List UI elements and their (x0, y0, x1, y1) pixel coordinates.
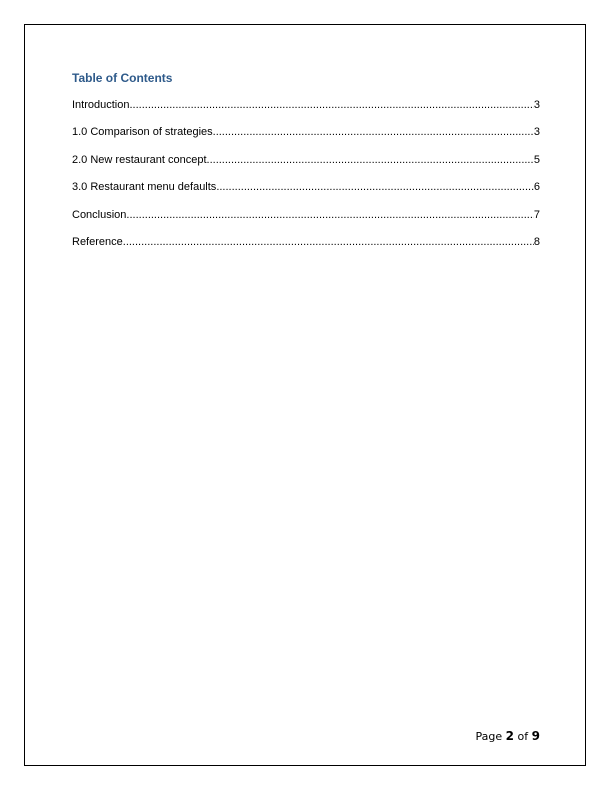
toc-entry-page: 3 (533, 99, 540, 111)
toc-entry-page: 8 (533, 235, 540, 248)
toc-entry-page: 5 (533, 153, 540, 166)
toc-entry-reference[interactable] (72, 235, 540, 262)
toc-entry-introduction[interactable] (72, 98, 540, 125)
toc-entry-title: Reference (72, 235, 123, 248)
toc-dot-leader (129, 98, 533, 112)
toc-entry-title: 2.0 New restaurant concept (72, 153, 207, 166)
toc-list (72, 98, 540, 262)
toc-dot-leader (126, 208, 533, 222)
toc-heading: Table of Contents (72, 71, 173, 85)
footer-total-pages: 9 (531, 729, 540, 743)
toc-entry-comparison-of-strategies[interactable] (72, 125, 540, 152)
toc-entry-restaurant-menu-defaults[interactable] (72, 180, 540, 207)
toc-entry-title: 3.0 Restaurant menu defaults (72, 181, 217, 194)
toc-dot-leader (123, 235, 534, 249)
toc-entry-conclusion[interactable] (72, 208, 540, 235)
toc-entry-page: 6 (533, 181, 540, 194)
toc-entry-page: 7 (533, 208, 540, 221)
toc-entry-new-restaurant-concept[interactable] (72, 153, 540, 180)
footer-current-page: 2 (505, 729, 515, 743)
toc-dot-leader (207, 153, 534, 167)
toc-entry-title: Conclusion (72, 208, 127, 221)
page-footer (476, 729, 540, 743)
toc-entry-title: 1.0 Comparison of strategies (72, 126, 213, 139)
footer-page-label: Page (475, 730, 503, 743)
toc-dot-leader (213, 125, 534, 139)
toc-entry-title: Introduction (72, 99, 130, 111)
footer-of-label: of (517, 730, 529, 743)
toc-entry-page: 3 (533, 126, 540, 139)
toc-dot-leader (216, 180, 534, 194)
